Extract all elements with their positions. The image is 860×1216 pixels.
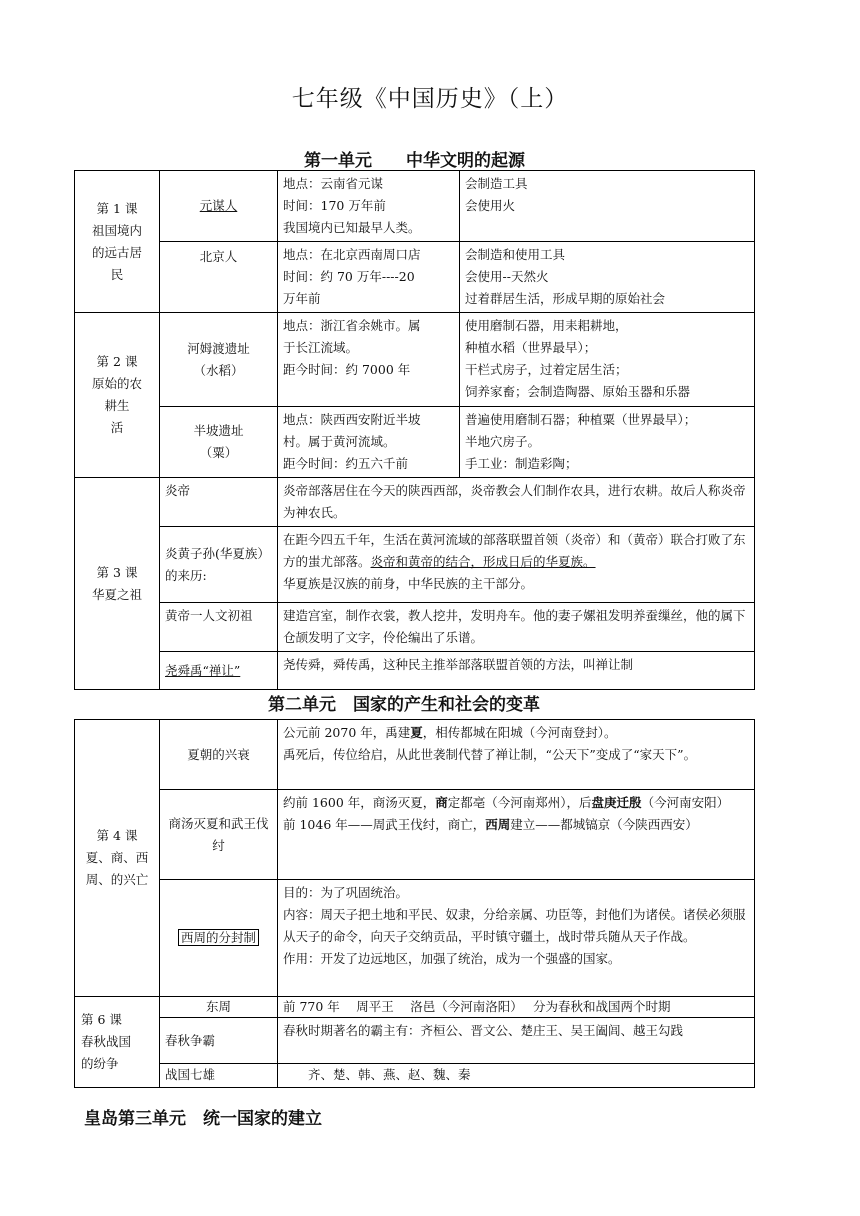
lesson-3-cell: 第 3 课 华夏之祖	[75, 478, 160, 690]
table-row	[75, 1018, 755, 1064]
text-huangdi: 建造宫室，制作衣裳，教人挖井，发明舟车。他的妻子嫘祖发明养蚕缫丝，他的属下仓颉发明了文字，伶伦编出了乐谱。	[278, 603, 755, 652]
table-row	[75, 478, 755, 527]
topic-yuanmou: 元谋人	[160, 171, 278, 242]
text-fenfeng: 目的：为了巩固统治。 内容：周天子把土地和平民、奴隶，分给亲属、功臣等，封他们为诸侯。诸侯必须服从天子的命令，向天子交纳贡品，平时镇守疆土，战时带兵随从天子作战。 作用：开发了边远地区，加强了统治，成为一个强盛的国家。	[278, 880, 755, 997]
topic-beijing: 北京人	[160, 242, 278, 313]
unit2-heading: 第二单元 国家的产生和社会的变革	[268, 695, 540, 715]
info-banpo: 地点：陕西西安附近半坡 村。属于黄河流域。 距今时间：约五六千前	[278, 407, 460, 478]
life-beijing: 会制造和使用工具 会使用--天然火 过着群居生活，形成早期的原始社会	[460, 242, 755, 313]
table-row	[75, 527, 755, 603]
table-row	[75, 652, 755, 690]
topic-fenfeng: 西周的分封制	[160, 880, 278, 997]
text-shang: 约前 1600 年，商汤灭夏，商定都亳（今河南郑州），后盘庚迁殷（今河南安阳） 前 1046 年——周武王伐纣，商亡，西周建立——都城镐京（今陕西西安）	[278, 790, 755, 880]
table-row	[75, 171, 755, 242]
unit1-table	[74, 170, 755, 690]
text-shanrang: 尧传舜，舜传禹，这种民主推举部落联盟首领的方法，叫禅让制	[278, 652, 755, 690]
info-hemudu: 地点：浙江省余姚市。属 于长江流域。 距今时间：约 7000 年	[278, 313, 460, 407]
text-xia: 公元前 2070 年，禹建夏，相传都城在阳城（今河南登封）。 禹死后，传位给启，从此世袭制代替了禅让制，“公天下”变成了“家天下”。	[278, 720, 755, 790]
topic-shanrang: 尧舜禹“禅让”	[160, 652, 278, 690]
info-yuanmou: 地点：云南省元谋 时间：170 万年前 我国境内已知最早人类。	[278, 171, 460, 242]
lesson-4-cell: 第 4 课 夏、商、西 周、的兴亡	[75, 720, 160, 997]
table-row	[75, 880, 755, 997]
unit1-heading: 第一单元 中华文明的起源	[304, 151, 525, 171]
text-yandi: 炎帝部落居住在今天的陕西西部，炎帝教会人们制作农具，进行农耕。故后人称炎帝为神农氏。	[278, 478, 755, 527]
topic-banpo: 半坡遗址 （粟）	[160, 407, 278, 478]
lesson-6-cell: 第 6 课 春秋战国 的纷争	[75, 997, 160, 1088]
text-zhanguo: 齐、楚、韩、燕、赵、魏、秦	[278, 1064, 755, 1088]
info-beijing: 地点：在北京西南周口店 时间：约 70 万年----20 万年前	[278, 242, 460, 313]
life-hemudu: 使用磨制石器，用耒耜耕地， 种植水稻（世界最早）； 干栏式房子，过着定居生活； 饲养家畜；会制造陶器、原始玉器和乐器	[460, 313, 755, 407]
table-row	[75, 720, 755, 790]
topic-shang: 商汤灭夏和武王伐纣	[160, 790, 278, 880]
text-origin: 在距今四五千年，生活在黄河流域的部落联盟首领（炎帝）和（黄帝）联合打败了东方的蚩尤部落。炎帝和黄帝的结合，形成日后的华夏族。 华夏族是汉族的前身，中华民族的主干部分。	[278, 527, 755, 603]
lesson-1-cell: 第 1 课 祖国境内 的远古居 民	[75, 171, 160, 313]
table-row	[75, 997, 755, 1018]
unit3-heading: 皇岛第三单元 统一国家的建立	[84, 1109, 322, 1129]
unit2-table	[74, 719, 755, 1088]
table-row	[75, 407, 755, 478]
table-row	[75, 790, 755, 880]
table-row	[75, 313, 755, 407]
text-dongzhou: 前 770 年 周平王 洛邑（今河南洛阳） 分为春秋和战国两个时期	[278, 997, 755, 1018]
topic-chunqiu: 春秋争霸	[160, 1018, 278, 1064]
topic-dongzhou: 东周	[160, 997, 278, 1018]
topic-zhanguo: 战国七雄	[160, 1064, 278, 1088]
topic-hemudu: 河姆渡遗址 （水稻）	[160, 313, 278, 407]
life-yuanmou: 会制造工具 会使用火	[460, 171, 755, 242]
table-row	[75, 603, 755, 652]
life-banpo: 普遍使用磨制石器；种植粟（世界最早）； 半地穴房子。 手工业：制造彩陶；	[460, 407, 755, 478]
lesson-2-cell: 第 2 课 原始的农 耕生 活	[75, 313, 160, 478]
table-row	[75, 1064, 755, 1088]
page-title: 七年级《中国历史》（上）	[291, 86, 569, 112]
topic-xia: 夏朝的兴衰	[160, 720, 278, 790]
topic-origin: 炎黄子孙(华夏族）的来历:	[160, 527, 278, 603]
topic-yandi: 炎帝	[160, 478, 278, 527]
topic-huangdi: 黄帝一人文初祖	[160, 603, 278, 652]
text-chunqiu: 春秋时期著名的霸主有：齐桓公、晋文公、楚庄王、吴王阖闾、越王勾践	[278, 1018, 755, 1064]
table-row	[75, 242, 755, 313]
